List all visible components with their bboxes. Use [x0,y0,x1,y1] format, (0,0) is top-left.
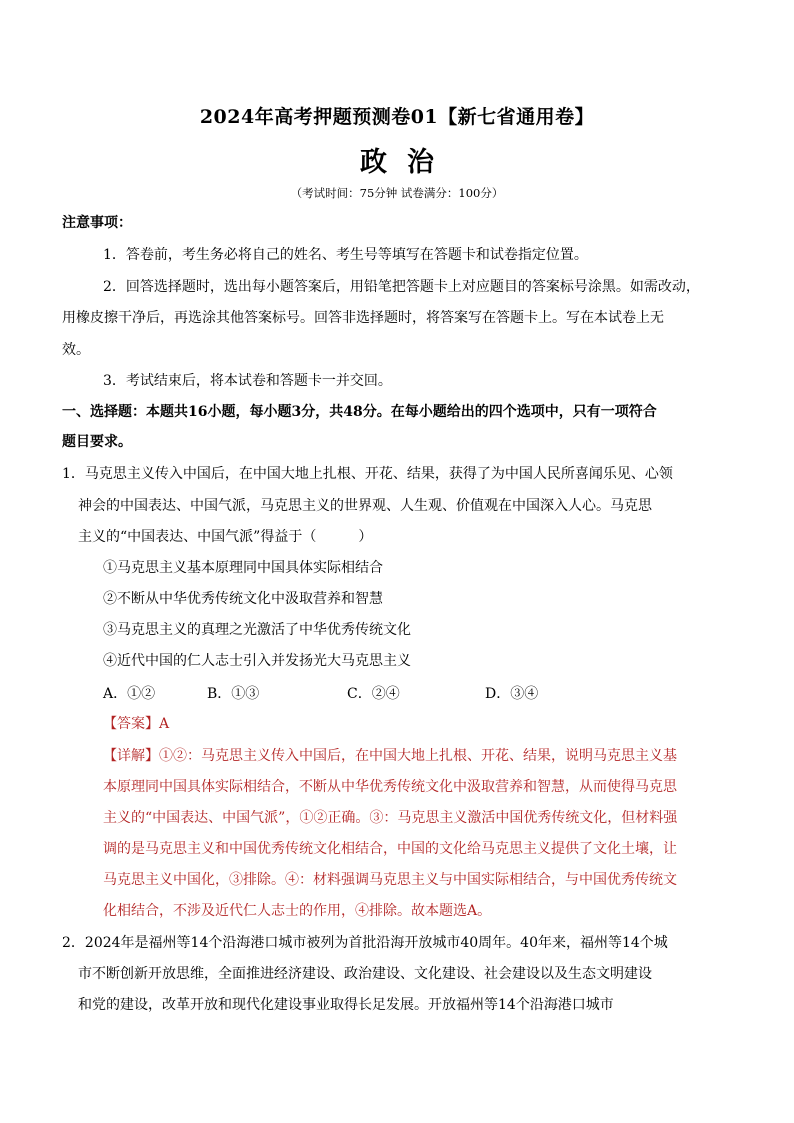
analysis-line: 【详解】①②：马克思主义传入中国后，在中国大地上扎根、开花、结果，说明马克思主义基 [103,748,677,764]
question-stem: 和党的建设，改革开放和现代化建设事业取得长足发展。开放福州等14个沿海港口城市 [78,997,614,1013]
analysis-line: 化相结合，不涉及近代仁人志士的作用，④排除。故本题选A。 [103,903,492,919]
notice-item: 用橡皮擦干净后，再选涂其他答案标号。回答非选择题时，将答案写在答题卡上。写在本试卷上无 [62,310,664,326]
analysis-line: 马克思主义中国化，③排除。④：材料强调马克思主义与中国实际相结合，与中国优秀传统文 [103,872,677,888]
section-heading: 题目要求。 [62,434,132,450]
section-heading: 一、选择题：本题共16小题，每小题3分，共48分。在每小题给出的四个选项中，只有一项符合 [62,404,657,420]
notice-item: 1．答卷前，考生务必将自己的姓名、考生号等填写在答题卡和试卷指定位置。 [103,247,588,263]
question-stem: 神会的中国表达、中国气派，马克思主义的世界观、人生观、价值观在中国深入人心。马克思 [78,498,652,514]
question-stem: 主义的“中国表达、中国气派”得益于（ ） [78,529,373,545]
question-stem: 1．马克思主义传入中国后，在中国大地上扎根、开花、结果，获得了为中国人民所喜闻乐见、心领 [62,466,673,482]
answer-label: 【答案】A [103,716,170,732]
notice-item: 2．回答选择题时，选出每小题答案后，用铅笔把答题卡上对应题目的答案标号涂黑。如需改动， [103,279,700,295]
exam-title: 2024年高考押题预测卷01【新七省通用卷】 [199,106,595,128]
notice-item: 效。 [62,342,90,358]
question-stem: 市不断创新开放思维，全面推进经济建设、政治建设、文化建设、社会建设以及生态文明建设 [78,966,652,982]
question-item: ③马克思主义的真理之光激活了中华优秀传统文化 [103,622,411,638]
notice-heading: 注意事项： [62,215,132,231]
answer-options [103,683,703,703]
analysis-line: 调的是马克思主义和中国优秀传统文化相结合，中国的文化给马克思主义提供了文化土壤，让 [103,841,677,857]
option-c: C．②④ [347,686,400,702]
notice-item: 3．考试结束后，将本试卷和答题卡一并交回。 [103,373,392,389]
question-item: ④近代中国的仁人志士引入并发扬光大马克思主义 [103,653,411,669]
analysis-line: 主义的“中国表达、中国气派”，①②正确。③：马克思主义激活中国优秀传统文化，但材料强 [103,810,678,826]
analysis-line: 本原理同中国具体实际相结合，不断从中华优秀传统文化中汲取营养和智慧，从而使得马克思 [103,779,677,795]
option-d: D．③④ [485,686,539,702]
exam-info: （考试时间：75分钟 试卷满分：100分） [290,186,504,200]
option-b: B．①③ [207,686,260,702]
question-item: ①马克思主义基本原理同中国具体实际相结合 [103,560,383,576]
subject-title: 政治 [360,147,454,178]
option-a: A．①② [103,686,156,702]
question-item: ②不断从中华优秀传统文化中汲取营养和智慧 [103,591,383,607]
question-stem: 2．2024年是福州等14个沿海港口城市被列为首批沿海开放城市40周年。40年来，福州等14个城 [62,935,668,951]
